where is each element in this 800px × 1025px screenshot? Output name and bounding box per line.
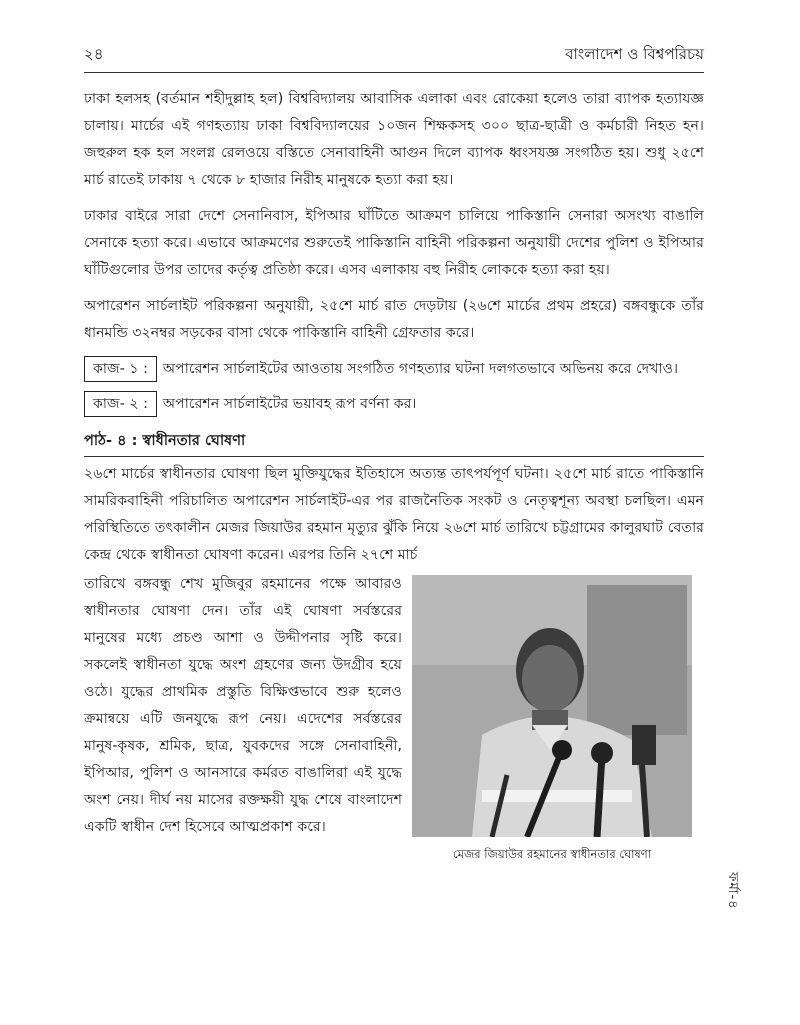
task-label: কাজ- ১ : — [84, 356, 157, 382]
paragraph-arrest: অপারেশন সার্চলাইট পরিকল্পনা অনুযায়ী, ২৫শে মার্চ রাত দেড়টায় (২৬শে মার্চের প্রথম প্রহরে) বঙ্গবন্ধুকে তাঁর ধানমন্ডি ৩২নম্বর সড়কের বাসা থেকে পাকিস্তানি বাহিনী গ্রেফতার করে। — [84, 298, 704, 341]
officer-photo-illustration — [412, 575, 692, 837]
form-number: ফর্মা-৪ — [725, 872, 740, 910]
page-header — [84, 38, 704, 68]
lesson-rule — [84, 456, 704, 457]
declaration-photo — [412, 575, 692, 837]
task-1 — [84, 356, 704, 383]
paragraph-outside-dhaka: ঢাকার বাইরে সারা দেশে সেনানিবাস, ইপিআর ঘাঁটিতে আক্রমণ চালিয়ে পাকিস্তানি সেনারা অসংখ্য বাঙালি সেনাকে হত্যা করে। এভাবে আক্রমণের শুরুতেই পাকিস্তানি বাহিনী পরিকল্পনা অনুযায়ী দেশের পুলিশ ও ইপিআর ঘাঁটিগুলোর উপর তাদের কর্তৃত্ব প্রতিষ্ঠা করে। এসব এলাকায় বহু নিরীহ লোককে হত্যা করা হয়। — [84, 208, 704, 278]
photo-block — [412, 575, 704, 863]
lesson-intro: ২৬শে মার্চের স্বাধীনতার ঘোষণা ছিল মুক্তিযুদ্ধের ইতিহাসে অত্যন্ত তাৎপর্যপূর্ণ ঘটনা। ২৫শে মার্চ রাতে পাকিস্তানি সামরিকবাহিনী পরিচালিত অপারেশন সার্চলাইট-এর পর রাজনৈতিক সংকট ও নেতৃত্বশূন্য অবস্থা চলছিল। এমন পরিস্থিতিতে তৎকালীন মেজর জিয়াউর রহমান মৃত্যুর ঝুঁকি নিয়ে ২৬শে মার্চ তারিখে চট্টগ্রামের কালুরঘাট বেতার কেন্দ্র থেকে স্বাধীনতা ঘোষণা করেন। এরপর তিনি ২৭শে মার্চ — [84, 466, 704, 563]
paragraph-massacre: ঢাকা হলসহ (বর্তমান শহীদুল্লাহ হল) বিশ্ববিদ্যালয় আবাসিক এলাকা এবং রোকেয়া হলেও তারা ব্যাপক হত্যাযজ্ঞ চালায়। মার্চের এই গণহত্যায় ঢাকা বিশ্ববিদ্যালয়ের ১০জন শিক্ষকসহ ৩০০ ছাত্র-ছাত্রী ও কর্মচারী নিহত হন। জহুরুল হক হল সংলগ্ন রেলওয়ে বস্তিতে সেনাবাহিনী আগুন দিলে ব্যাপক ধ্বংসযজ্ঞ সংগঠিত হয়। শুধু ২৫শে মার্চ রাতেই ঢাকায় ৭ থেকে ৮ হাজার নিরীহ মানুষকে হত্যা করা হয়। — [84, 91, 704, 188]
photo-caption: মেজর জিয়াউর রহমানের স্বাধীনতার ঘোষণা — [452, 847, 652, 861]
book-title: বাংলাদেশ ও বিশ্বপরিচয় — [565, 45, 704, 63]
lesson-heading: পাঠ- ৪ : স্বাধীনতার ঘোষণা — [84, 432, 246, 449]
task-2 — [84, 391, 704, 418]
task-text: অপারেশন সার্চলাইটের আওতায় সংগঠিত গণহত্যার ঘটনা দলগতভাবে অভিনয় করে দেখাও। — [162, 361, 679, 377]
lesson-column-text: তারিখে বঙ্গবন্ধু শেখ মুজিবুর রহমানের পক্ষে আবারও স্বাধীনতার ঘোষণা দেন। তাঁর এই ঘোষণা সর্বস্তরের মানুষের মধ্যে প্রচণ্ড আশা ও উদ্দীপনার সৃষ্টি করে। সকলেই স্বাধীনতা যুদ্ধে অংশ গ্রহণের জন্য উদগ্রীব হয়ে ওঠে। যুদ্ধের প্রাথমিক প্রস্তুতি বিক্ষিপ্তভাবে শুরু হলেও ক্রমান্বয়ে এটি জনযুদ্ধে রূপ নেয়। এদেশের সর্বস্তরের মানুষ-কৃষক, শ্রমিক, ছাত্র, যুবকদের সঙ্গে সেনাবাহিনী, ইপিআর, পুলিশ ও আনসারে কর্মরত বাঙালিরা এই যুদ্ধে অংশ নেয়। দীর্ঘ নয় মাসের রক্তক্ষয়ী যুদ্ধ শেষে বাংলাদেশ একটি স্বাধীন দেশ হিসেবে আত্মপ্রকাশ করে। — [84, 576, 402, 835]
header-rule — [84, 72, 704, 73]
task-text: অপারেশন সার্চলাইটের ভয়াবহ রূপ বর্ণনা কর। — [162, 396, 417, 412]
task-label: কাজ- ২ : — [84, 391, 157, 417]
page-content — [84, 86, 704, 863]
page-number: ২৪ — [84, 45, 104, 63]
lesson-two-column — [84, 571, 704, 863]
